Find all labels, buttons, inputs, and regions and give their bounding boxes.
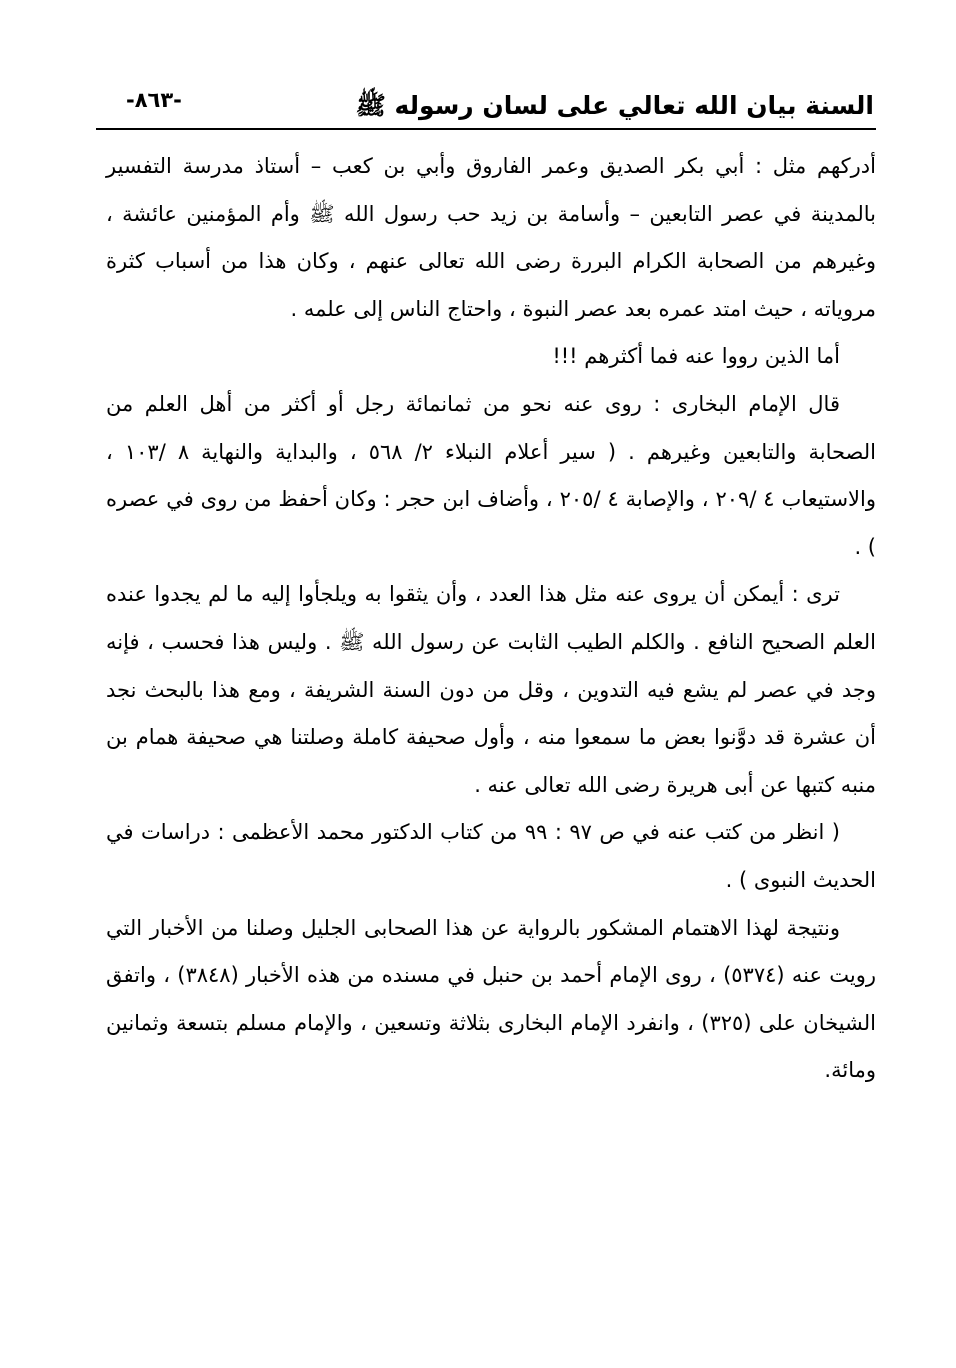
paragraph-6: ونتيجة لهذا الاهتمام المشكور بالرواية عن هذا الصحابى الجليل وصلنا من الأخبار التي رويت عنه (٥٣٧٤) ، روى الإمام أحمد بن حنبل في مسنده من هذه الأخبار (٣٨٤٨) ، واتفق الشيخان على (٣٢٥) ، وانفرد الإمام البخارى بثلاثة وتسعين ، والإمام مسلم بتسعة وثمانين ومائة. [106, 915, 876, 1083]
paragraph-3: قال الإمام البخارى : روى عنه نحو من ثمانمائة رجل أو أكثر من أهل العلم من الصحابة والتابعين وغيرهم . ( سير أعلام النبلاء ٢/ ٥٦٨ ، والبداية والنهاية ٨ /١٠٣ ، والاستيعاب ٤ /٢٠٩ ، والإصابة ٤ /٢٠٥ ، وأضاف ابن حجر : وكان أحفظ من روى في عصره ) . [106, 391, 876, 559]
paragraph-4: ترى : أيمكن أن يروى عنه مثل هذا العدد ، وأن يثقوا به ويلجأوا إليه ما لم يجدوا عنده العلم الصحيح النافع . والكلم الطيب الثابت عن رسول الله ﷺ . وليس هذا فحسب ، فإنه وجد في عصر لم يشع فيه التدوين ، وقل من دون السنة الشريفة ، ومع هذا بالبحث نجد أن عشرة قد دوَّنوا بعض ما سمعوا منه ، وأول صحيفة كاملة وصلتنا هي صحيفة همام بن منبه كتبها عن أبى هريرة رضى الله تعالى عنه . [106, 582, 876, 797]
header-rule [96, 128, 876, 130]
body-text [106, 143, 876, 1095]
paragraph-1: أدركهم مثل : أبي بكر الصديق وعمر الفاروق وأبي بن كعب – أستاذ مدرسة التفسير بالمدينة في عصر التابعين – وأسامة بن زيد حب رسول الله ﷺ وأم المؤمنين عائشة ، وغيرهم من الصحابة الكرام البررة رضى الله تعالى عنهم ، وكان هذا من أسباب كثرة مروياته ، حيث امتد عمره بعد عصر النبوة ، واحتاج الناس إلى علمه . [106, 154, 876, 321]
paragraph-2: أما الذين رووا عنه فما أكثرهم !!! [552, 344, 840, 369]
paragraph-5: ( انظر من كتب عنه في ص ٩٧ : ٩٩ من كتاب الدكتور محمد الأعظمى : دراسات في الحديث النبوى ) . [106, 820, 876, 892]
running-title: السنة بيان الله تعالي على لسان رسوله ﷺ [355, 91, 874, 120]
running-header [96, 86, 876, 128]
page-number: -٨٦٣- [126, 88, 182, 112]
